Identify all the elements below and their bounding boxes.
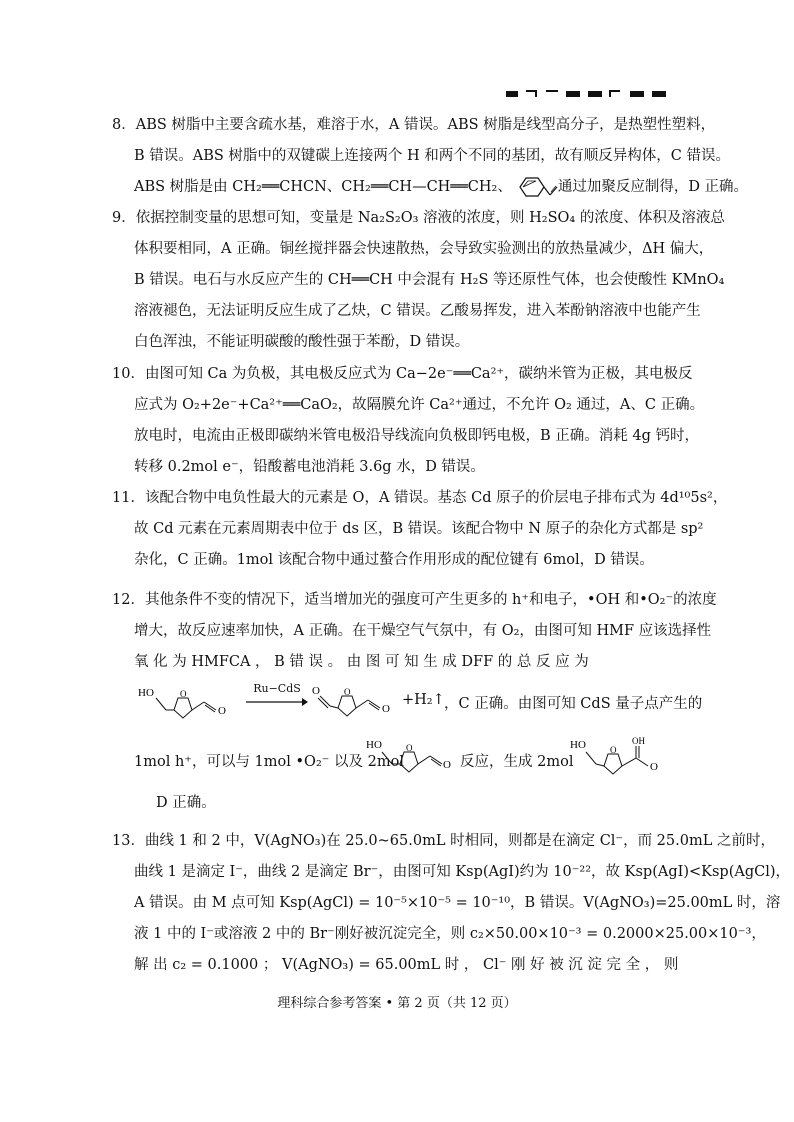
answer-12-line-5-text: 1mol h⁺，可以与 1mol •O₂⁻ 以及 2mol <box>134 754 404 770</box>
answer-13-line-2: 曲线 1 是滴定 I⁻，曲线 2 是滴定 Br⁻，由图可知 Ksp(AgI)约为 10⁻²²，故 Ksp(AgI)<Ksp(AgCl)， <box>134 864 790 880</box>
svg-text:O: O <box>406 743 413 753</box>
dff-structure <box>312 678 412 726</box>
answer-11-line-2: 故 Cd 元素在元素周期表中位于 ds 区，B 错误。该配合物中 N 原子的杂化方式都是 sp² <box>134 521 704 537</box>
answer-10-line-3: 放电时，电流由正极即碳纳米管电极沿导线流向负极即钙电极，B 正确。消耗 4g 钙时， <box>134 428 699 444</box>
svg-text:HO: HO <box>366 739 382 751</box>
reaction-arrow <box>246 698 308 706</box>
answer-9-line-3: B 错误。电石与水反应产生的 CH══CH 中会混有 H₂S 等还原性气体，也会使酸性 KMnO₄ <box>134 272 725 288</box>
reaction-catalyst: Ru−CdS <box>253 682 301 695</box>
svg-text:O: O <box>443 759 451 771</box>
svg-text:HO: HO <box>570 739 586 751</box>
svg-text:O: O <box>610 745 617 755</box>
answer-12-line-5 <box>134 734 694 786</box>
svg-text:O: O <box>180 689 187 699</box>
answer-8-line-1: 8．ABS 树脂中主要含疏水基，难溶于水，A 错误。ABS 树脂是线型高分子，是热塑性塑料， <box>112 117 716 133</box>
answer-12-line-1: 12．其他条件不变的情况下，适当增加光的强度可产生更多的 h⁺和电子，•OH 和•O₂⁻的浓度 <box>112 592 717 608</box>
answer-10 <box>112 359 705 483</box>
svg-text:O: O <box>312 685 320 697</box>
hmf-structure-2 <box>366 734 462 782</box>
answer-11-line-1: 11．该配合物中电负性最大的元素是 O，A 错误。基态 Cd 原子的价层电子排布式为 4d¹⁰5s²， <box>112 490 728 506</box>
styrene-structure <box>512 175 558 199</box>
hmf-structure <box>134 678 244 726</box>
answer-12-line-5-middle: 反应，生成 2mol <box>460 754 574 770</box>
header-decoration <box>506 86 686 100</box>
answer-9-line-2: 体积要相同，A 正确。铜丝搅拌器会快速散热，会导致实验测出的放热量减少，ΔH 偏大， <box>134 241 714 257</box>
hydrogen-product: +H₂↑ <box>402 692 445 708</box>
answer-13-line-3: A 错误。由 M 点可知 Ksp(AgCl) = 10⁻⁵×10⁻⁵ = 10⁻¹⁰，B 错误。V(AgNO₃)=25.00mL 时，溶 <box>134 895 781 911</box>
answer-10-line-2: 应式为 O₂+2e⁻+Ca²⁺══CaO₂，故隔膜允许 Ca²⁺通过，不允许 O₂ 通过，A、C 正确。 <box>134 397 705 413</box>
svg-text:O: O <box>344 687 351 697</box>
hmfca-structure <box>570 734 670 784</box>
answer-12-line-2: 增大，故反应速率加快，A 正确。在干燥空气气氛中，有 O₂，由图可知 HMF 应该选择性 <box>134 623 712 639</box>
answer-9 <box>112 203 725 358</box>
answer-8-line-3-text: ABS 树脂是由 CH₂══CHCN、CH₂══CH—CH══CH₂、 <box>134 179 512 195</box>
answer-8-line-3 <box>112 172 749 203</box>
answer-8 <box>112 110 749 203</box>
svg-text:O: O <box>218 705 226 717</box>
answer-9-line-4: 溶液褪色，无法证明反应生成了乙炔，C 错误。乙酸易挥发，进入苯酚钠溶液中也能产生 <box>134 303 701 319</box>
svg-text:O: O <box>650 761 658 773</box>
answer-13-line-4: 液 1 中的 I⁻或溶液 2 中的 Br⁻刚好被沉淀完全，则 c₂×50.00×10⁻³ = 0.2000×25.00×10⁻³， <box>134 926 766 942</box>
answer-10-line-1: 10．由图可知 Ca 为负极，其电极反应式为 Ca−2e⁻══Ca²⁺，碳纳米管为正极，其电极反 <box>112 366 693 382</box>
answer-13-line-1: 13．曲线 1 和 2 中，V(AgNO₃)在 25.0~65.0mL 时相同，则都是在滴定 Cl⁻，而 25.0mL 之前时， <box>112 833 775 849</box>
answer-13 <box>112 826 790 981</box>
answer-12-line-3: 氧 化 为 HMFCA ， B 错 误 。 由 图 可 知 生 成 DFF 的 总 反 应 为 <box>134 654 589 670</box>
answer-8-line-2: B 错误。ABS 树脂中的双键碳上连接两个 H 和两个不同的基团，故有顺反异构体，C 错误。 <box>134 148 730 164</box>
answer-11 <box>112 483 728 576</box>
svg-text:HO: HO <box>138 687 154 699</box>
page-footer: 理科综合参考答案 • 第 2 页（共 12 页） <box>277 996 517 1011</box>
answer-13-line-5: 解 出 c₂ = 0.1000 ； V(AgNO₃) = 65.00mL 时 ， Cl⁻ 刚 好 被 沉 淀 完 全 ， 则 <box>134 957 679 973</box>
answer-12-line-4-text: ，C 正确。由图可知 CdS 量子点产生的 <box>444 696 703 712</box>
dff-reaction-line <box>134 678 703 728</box>
answer-12-line-6-text: D 正确。 <box>156 795 216 811</box>
svg-text:OH: OH <box>632 736 645 746</box>
answer-12 <box>112 585 717 678</box>
answer-11-line-3: 杂化，C 正确。1mol 该配合物中通过螯合作用形成的配位键有 6mol，D 错误。 <box>134 552 654 568</box>
svg-text:O: O <box>382 703 390 715</box>
answer-10-line-4: 转移 0.2mol e⁻，铅酸蓄电池消耗 3.6g 水，D 错误。 <box>134 459 485 475</box>
answer-8-line-3-end: 通过加聚反应制得，D 正确。 <box>557 179 749 195</box>
answer-9-line-1: 9．依据控制变量的思想可知，变量是 Na₂S₂O₃ 溶液的浓度，则 H₂SO₄ 的浓度、体积及溶液总 <box>112 210 725 226</box>
answer-12-line-6 <box>112 788 714 819</box>
answer-9-line-5: 白色浑浊，不能证明碳酸的酸性强于苯酚，D 错误。 <box>134 334 470 350</box>
